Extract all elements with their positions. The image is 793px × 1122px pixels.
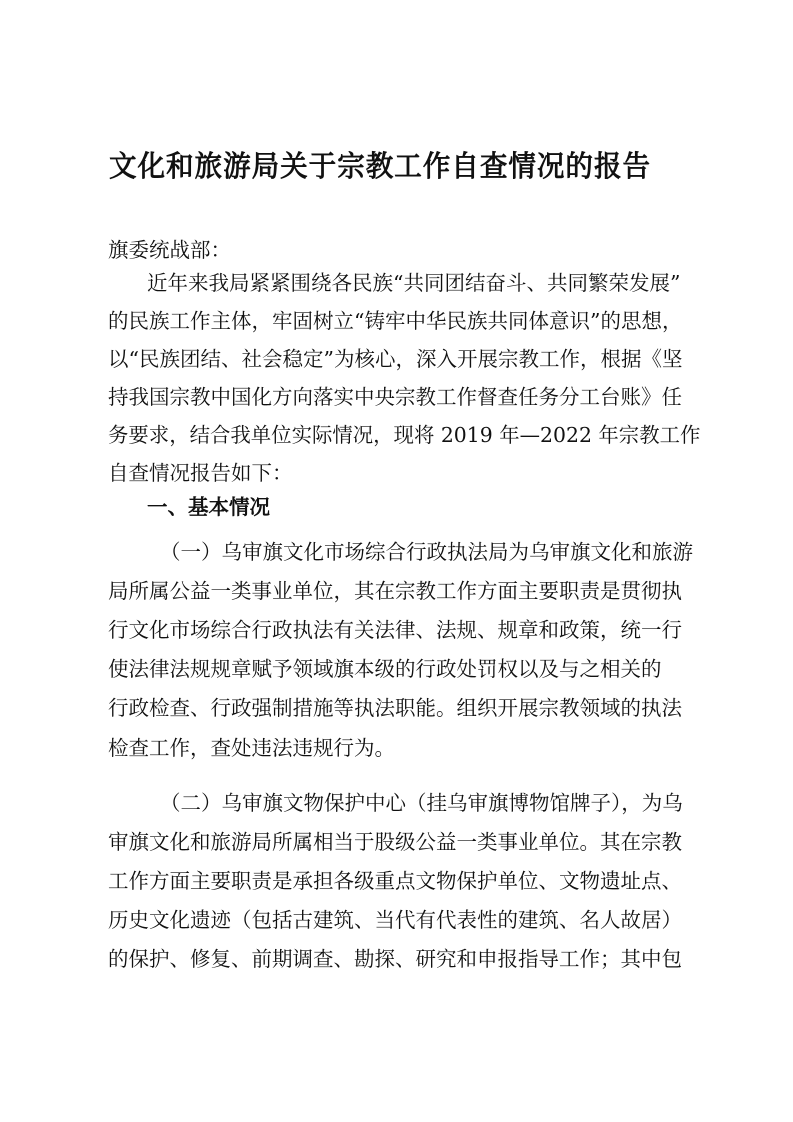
intro-line: 的民族工作主体，牢固树立“铸牢中华民族共同体意识”的思想， [108, 309, 683, 333]
paragraph-line: 的保护、修复、前期调查、勘探、研究和申报指导工作；其中包 [108, 947, 682, 971]
section-heading: 一、基本情况 [147, 495, 270, 519]
paragraph-line: 行文化市场综合行政执法有关法律、法规、规章和政策，统一行 [108, 618, 682, 642]
intro-line: 自查情况报告如下： [108, 461, 293, 485]
intro-line: 务要求，结合我单位实际情况，现将 2019 年—2022 年宗教工作 [108, 423, 701, 447]
paragraph-line: 历史文化遗迹（包括古建筑、当代有代表性的建筑、名人故居） [108, 908, 682, 932]
paragraph-line: 行政检查、行政强制措施等执法职能。组织开展宗教领域的执法 [108, 696, 682, 720]
paragraph-line: （二）乌审旗文物保护中心（挂乌审旗博物馆牌子），为乌 [160, 791, 683, 815]
paragraph-line: 使法律法规规章赋予领域旗本级的行政处罚权以及与之相关的 [108, 657, 662, 681]
paragraph-line: 局所属公益一类事业单位，其在宗教工作方面主要职责是贯彻执 [108, 579, 682, 603]
document-title: 文化和旅游局关于宗教工作自查情况的报告 [108, 149, 652, 183]
paragraph-line: （一）乌审旗文化市场综合行政执法局为乌审旗文化和旅游 [160, 540, 693, 564]
salutation: 旗委统战部： [108, 238, 231, 262]
intro-line: 近年来我局紧紧围绕各民族“共同团结奋斗、共同繁荣发展” [147, 271, 681, 295]
paragraph-line: 审旗文化和旅游局所属相当于股级公益一类事业单位。其在宗教 [108, 830, 682, 854]
intro-line: 持我国宗教中国化方向落实中央宗教工作督查任务分工台账》任 [108, 385, 682, 409]
paragraph-line: 工作方面主要职责是承担各级重点文物保护单位、文物遗址点、 [108, 869, 682, 893]
paragraph-line: 检查工作，查处违法违规行为。 [108, 736, 395, 760]
intro-line: 以“民族团结、社会稳定”为核心，深入开展宗教工作，根据《坚 [108, 347, 683, 371]
